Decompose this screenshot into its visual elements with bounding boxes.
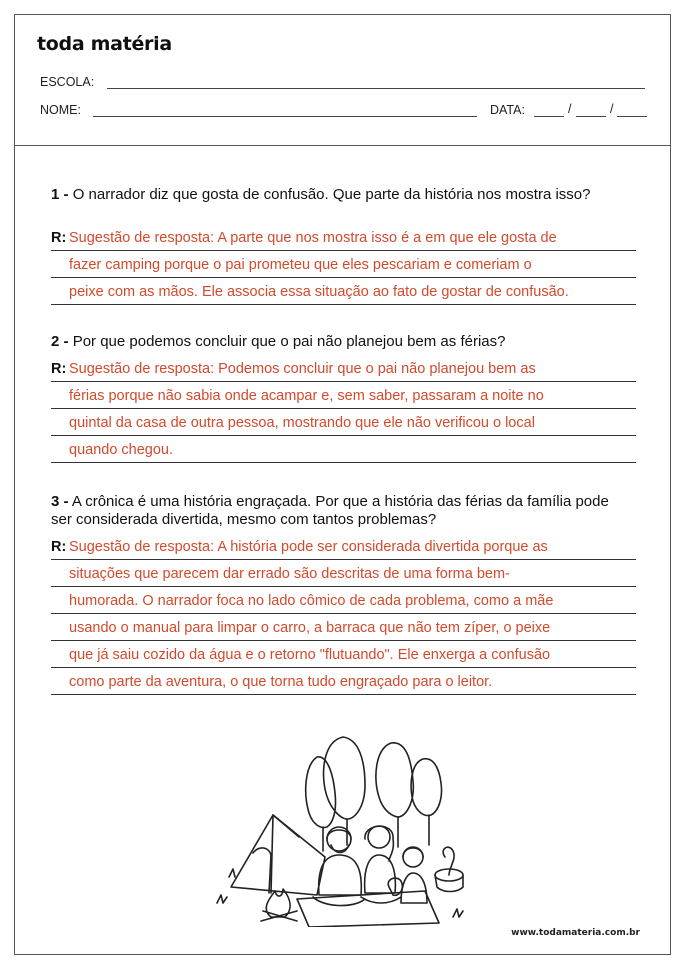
question-number: 2 - <box>51 333 69 350</box>
tree-icon <box>306 757 336 828</box>
fish-icon <box>443 847 454 875</box>
answer-line-text: férias porque não sabia onde acampar e, sem saber, passaram a noite no <box>69 388 544 404</box>
question-number: 1 - <box>51 186 69 203</box>
answer-label: R: <box>51 361 67 377</box>
question-prompt: O narrador diz que gosta de confusão. Que parte da história nos mostra isso? <box>72 186 591 203</box>
answer-line-text: que já saiu cozido da água e o retorno "flutuando". Ele enxerga a confusão <box>69 647 551 663</box>
question-prompt: Por que podemos concluir que o pai não planejou bem as férias? <box>72 333 506 350</box>
answer-rule <box>51 381 636 382</box>
picnic-blanket <box>297 891 439 927</box>
school-field[interactable] <box>107 88 645 89</box>
answer-line-text: peixe com as mãos. Ele associa essa situação ao fato de gostar de confusão. <box>69 284 569 300</box>
date-label: DATA: <box>490 103 525 117</box>
tent-icon <box>231 815 325 895</box>
worksheet-header <box>15 15 670 146</box>
question-text <box>51 186 631 204</box>
answer-line-text: quintal da casa de outra pessoa, mostrando que ele não verificou o local <box>69 415 535 431</box>
school-label: ESCOLA: <box>40 75 95 89</box>
footer-url[interactable]: www.todamateria.com.br <box>511 928 640 938</box>
answer-line-text: situações que parecem dar errado são descritas de uma forma bem- <box>69 566 510 582</box>
answer-rule <box>51 408 636 409</box>
answer-line-text: humorada. O narrador foca no lado cômico de cada problema, como a mãe <box>69 593 554 609</box>
question-prompt: A crônica é uma história engraçada. Por que a história das férias da família pode ser considerada divertida, mesmo com tantos problemas? <box>51 493 609 528</box>
answer-line-text: Sugestão de resposta: A história pode ser considerada divertida porque as <box>69 539 548 555</box>
date-separator: / <box>568 102 572 116</box>
answer-rule <box>51 304 636 305</box>
tree-icon <box>324 737 365 819</box>
question-text <box>51 333 631 351</box>
answer-rule <box>51 586 636 587</box>
answer-rule <box>51 694 636 695</box>
answer-rule <box>51 277 636 278</box>
answer-rule <box>51 559 636 560</box>
answer-line-text: Sugestão de resposta: A parte que nos mostra isso é a em que ele gosta de <box>69 230 557 246</box>
answer-rule <box>51 613 636 614</box>
person-icon <box>368 826 390 848</box>
date-day-field[interactable] <box>534 116 564 117</box>
tree-icon <box>411 759 441 816</box>
date-separator: / <box>610 102 614 116</box>
date-year-field[interactable] <box>617 116 647 117</box>
name-label: NOME: <box>40 103 81 117</box>
answer-rule <box>51 667 636 668</box>
answer-rule <box>51 462 636 463</box>
name-field[interactable] <box>93 116 477 117</box>
answer-line-text: como parte da aventura, o que torna tudo engraçado para o leitor. <box>69 674 493 690</box>
question-text <box>51 493 631 529</box>
answer-line-text: quando chegou. <box>69 442 174 458</box>
brand-logo: toda matéria <box>37 33 172 55</box>
answer-line-text: usando o manual para limpar o carro, a barraca que não tem zíper, o peixe <box>69 620 551 636</box>
answer-rule <box>51 640 636 641</box>
camping-family-illustration <box>213 727 483 927</box>
answer-line-text: Sugestão de resposta: Podemos concluir que o pai não planejou bem as <box>69 361 536 377</box>
question-number: 3 - <box>51 493 69 510</box>
answer-label: R: <box>51 539 67 555</box>
tree-icon <box>376 743 413 817</box>
answer-rule <box>51 435 636 436</box>
date-month-field[interactable] <box>576 116 606 117</box>
worksheet <box>14 14 671 955</box>
answer-line-text: fazer camping porque o pai prometeu que eles pescariam e comeriam o <box>69 257 532 273</box>
answer-label: R: <box>51 230 67 246</box>
answer-rule <box>51 250 636 251</box>
